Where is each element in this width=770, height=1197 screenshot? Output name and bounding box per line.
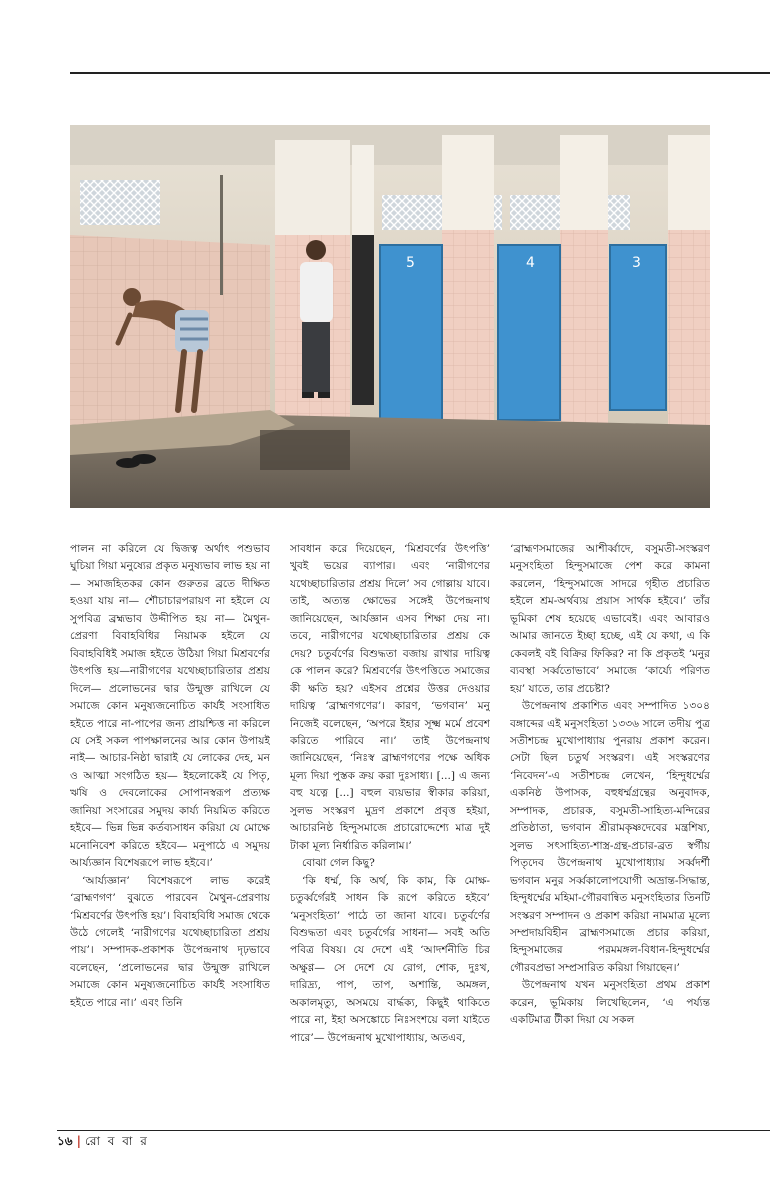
bottom-rule bbox=[57, 1130, 770, 1131]
paragraph: ‘আর্য্যজ্ঞান’ বিশেষরূপে লাভ করেই ‘ব্রাহ্মণগণ’ বুঝতে পারবেন মৈথুন-প্রেরণায় ‘মিশ্রবর্ণের উৎপত্তি হয়’। বিবাহবিধি সমাজ থেকে উঠে গেলেই ‘নারীগণের যথেচ্ছাচারিতা প্রশ্রয় পায়’। সম্পাদক-প্রকাশক উপেন্দ্রনাথ দৃঢ়ভাবে বলেছেন, ‘প্রলোভনের দ্বার উন্মুক্ত রাখিলে সমাজে কোন মনুষ্যজনোচিত কার্যই সংসাধিত হইতে পারে না।’ এবং তিনি bbox=[70, 874, 270, 1009]
page-footer bbox=[57, 1133, 149, 1153]
door-number-3: 3 bbox=[632, 255, 641, 271]
door-number-5: 5 bbox=[406, 255, 415, 271]
article-column-2 bbox=[290, 541, 490, 1101]
door-number-4: 4 bbox=[526, 255, 535, 271]
article-column-1 bbox=[70, 541, 270, 1101]
paragraph: ‘ব্রাহ্মণসমাজের আশীর্ব্বাদে, বসুমতী-সংস্করণ মনুসংহিতা হিন্দুসমাজে পেশ করে কামনা করলেন, ‘হিন্দুসমাজে সাদরে গৃহীত প্রচারিত হইলে শ্রম-অর্থব্যয় প্রয়াস সার্থক হইবে।’ তাঁর ভূমিকা শেষ হয়েছে এভাবেই। এবং আবারও আমার জানতে ইচ্ছা হচ্ছে, এই যে কথা, এ কি কেবলই বই বিক্রির ফিকির? না কি প্রকৃতই ‘মনুর ব্যবস্থা সর্ব্বতোভাবে’ সমাজে ‘কার্য্যে পরিণত হয়’ যাতে, তার প্রচেষ্টা? bbox=[510, 543, 710, 695]
paragraph: ‘কি ধর্ম্ম, কি অর্থ, কি কাম, কি মোক্ষ-চতুর্ব্বর্গেরই সাধন কি রূপে করিতে হইবে’ ‘মনুসংহিতা’ পাঠে তা জানা যাবে। চতুর্বর্ণের বিশুদ্ধতা এবং চতুর্বর্গের সাধনা— সবই অতি পবিত্র বিষয়। যে দেশে এই ‘আদর্শনীতি চির অক্ষুণ্ণ— সে দেশে যে রোগ, শোক, দুঃখ, দারিদ্র্য, পাপ, তাপ, অশান্তি, অমঙ্গল, অকালমৃত্যু, অসময়ে বার্দ্ধক্য, কিছুই থাকিতে পারে না, ইহা অসঙ্কোচে নিঃসংশয়ে বলা যাইতে পারে’— উপেন্দ্রনাথ মুখোপাধ্যায়, অতএব, bbox=[290, 874, 490, 1044]
top-rule bbox=[70, 72, 770, 74]
bathhouse-photo bbox=[70, 125, 710, 508]
paragraph: উপেন্দ্রনাথ প্রকাশিত এবং সম্পাদিত ১৩০৪ বঙ্গাব্দের এই মনুসংহিতা ১৩৩৬ সালে তদীয় পুত্র সতীশচন্দ্র মুখোপাধ্যায় পুনরায় প্রকাশ করেন। সেটা ছিল চতুর্থ সংস্করণ। এই সংস্করণের ‘নিবেদন’-এ সতীশচন্দ্র লেখেন, ‘হিন্দুধর্ম্মের একনিষ্ঠ উপাসক, বহুধর্ম্মগ্রন্থের অনুবাদক, সম্পাদক, প্রচারক, বসুমতী-সাহিত্য-মন্দিরের প্রতিষ্ঠাতা, ভগবান শ্রীরামকৃষ্ণদেবের মন্ত্রশিষ্য, সুলভ সৎসাহিত্য-শাস্ত্র-গ্রন্থ-প্রচার-ব্রত স্বর্গীয় পিতৃদেব উপেন্দ্রনাথ মুখোপাধ্যায় সর্ব্বদর্শী ভগবান মনুর সর্ব্বকালোপযোগী অভ্রান্ত-সিদ্ধান্ত, হিন্দুধর্ম্মের মহিমা-গৌরবান্বিত মনুসংহিতার তিনটি সংস্করণ সম্পাদন ও প্রকাশ করিয়া নামমাত্র মূল্যে সম্প্রদায়বিহীন ব্রাহ্মণসমাজে প্রচার করিয়া, হিন্দুসমাজের পরমমঙ্গল-বিধান-হিন্দুধর্ম্মের গৌরবপ্রভা সম্প্রসারিত করিয়া গিয়াছেন।’ bbox=[510, 700, 710, 974]
magazine-name: রো ব বা র bbox=[84, 1134, 149, 1148]
article-columns bbox=[70, 541, 710, 1101]
paragraph: সাবধান করে দিয়েছেন, ‘মিশ্রবর্ণের উৎপত্তি’ খুবই ভয়ের ব্যাপার। এবং ‘নারীগণের যথেচ্ছাচারিতার প্রশ্রয় দিলে’ সব গোল্লায় যাবে। তাই, অত্যন্ত ক্ষোভের সঙ্গেই উপেন্দ্রনাথ জানিয়েছেন, আর্যজ্ঞান এসব শিক্ষা দেয় না। তবে, নারীগণের যথেচ্ছাচারিতার প্রশ্রয় কে দেয়? চতুর্বর্ণের বিশুদ্ধতা বজায় রাখার দায়িত্ব কে পালন করে? মিশ্রবর্ণের উৎপত্তিতে সমাজের কী ক্ষতি হয়? এইসব প্রশ্নের উত্তর দেওয়ার দায়িত্ব ‘ব্রাহ্মণগণের’। কারণ, ‘ভগবান’ মনু নিজেই বলেছেন, ‘অপরে ইহার সূক্ষ্ম মর্মে প্রবেশ করিতে পারিবে না।’ তাই উপেন্দ্রনাথ জানিয়েছেন, ‘নিঃস্ব ব্রাহ্মণগণের পক্ষে অধিক মূল্য দিয়া পুস্তক ক্রয় করা দুঃসাধ্য। [...] এ জন্য বহু যত্নে [...] বহুল ব্যয়ভার স্বীকার করিয়া, সুলভ সংস্করণ মুদ্রণ প্রকাশে প্রবৃত্ত হইয়া, আচারনিষ্ঠ হিন্দুসমাজে প্রচারোদ্দেশ্যে মাত্র দুই টাকা মূল্য নির্ধারিত করিলাম।’ bbox=[290, 543, 490, 852]
article-column-3 bbox=[510, 541, 710, 1101]
page-number: ১৬ bbox=[57, 1134, 73, 1148]
bathhouse-photo-illustration bbox=[70, 125, 710, 508]
footer-separator: | bbox=[76, 1134, 81, 1148]
paragraph: পালন না করিলে যে দ্বিজত্ব অর্থাৎ পশুভাব ঘুচিয়া গিয়া মনুষ্যের প্রকৃত মনুষ্যভাব লাভ হয় না— সমাজহিতকর কোন গুরুতর ব্রতে দীক্ষিত হওয়া যায় না— শৌচাচারপরায়ণ না হইলে যে সুপবিত্র ব্রহ্মভাব উদ্দীপিত হয় না— মৈথুন-প্রেরণা বিবাহবিধির নিয়ামক হইলে যে বিবাহবিধিই সমাজ হইতে উঠিয়া গিয়া মিশ্রবর্ণের উৎপত্তি হয়—নারীগণের যথেচ্ছাচারিতার প্রশ্রয় দিলে— প্রলোভনের দ্বার উন্মুক্ত রাখিলে যে সমাজে কোন মনুষ্যজনোচিত কার্যই সংসাধিত হইতে পারে না-পাপের জন্য প্রায়শ্চিত্ত না করিলে যে সেই সকল পাপক্ষালনের আর কোন উপায়ই নাই— আচার-নিষ্ঠা দ্বারাই যে লোকের দেহ, মন ও আত্মা সংগঠিত হয়— ইহলোকেই যে পিতৃ, ঋষি ও দেবলোকের সোপানস্বরূপ প্রত্যক্ষ জানিয়া সংসারের সমুদয় কার্য্য নিয়মিত করিতে হইবে— ভিন্ন ভিন্ন কর্তব্যসাধন করিয়া যে মোক্ষে মনোনিবেশ করিতে হইবে— মনুপাঠে এ সমুদয় আর্য্যজ্ঞান বিশেষরূপে লাভ হইবে।’ bbox=[70, 543, 270, 870]
paragraph: উপেন্দ্রনাথ যখন মনুসংহিতা প্রথম প্রকাশ করেন, ভূমিকায় লিখেছিলেন, ‘এ পর্য্যন্ত একটিমাত্র টীকা দিয়া যে সকল bbox=[510, 979, 710, 1027]
paragraph: বোঝা গেল কিছু? bbox=[302, 857, 375, 870]
